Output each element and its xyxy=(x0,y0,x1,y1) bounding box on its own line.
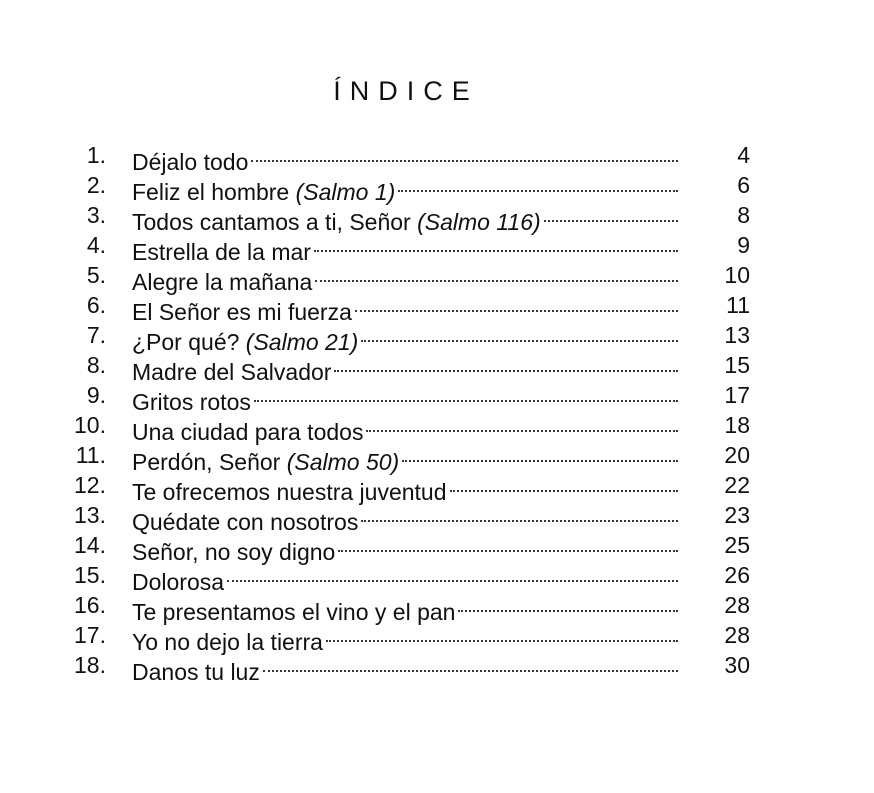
dot-leader xyxy=(402,440,678,470)
toc-entry xyxy=(0,470,874,505)
entry-number: 10. xyxy=(74,412,106,438)
entry-title-text: Danos tu luz xyxy=(132,659,260,685)
dot-leader xyxy=(251,140,678,170)
entry-title-text: Todos cantamos a ti, Señor xyxy=(132,209,418,235)
entry-number: 1. xyxy=(86,142,106,168)
entry-number: 16. xyxy=(74,592,106,618)
entry-title-text: Perdón, Señor xyxy=(132,449,287,475)
toc-entry xyxy=(0,230,874,265)
dot-leader xyxy=(544,200,678,230)
entry-number: 13. xyxy=(74,502,106,528)
dot-leader xyxy=(458,590,678,620)
entry-number: 3. xyxy=(86,202,106,228)
entry-number: 14. xyxy=(74,532,106,558)
entry-number: 15. xyxy=(74,562,106,588)
dot-leader xyxy=(361,500,678,530)
toc-entry xyxy=(0,560,874,595)
dot-leader xyxy=(398,170,678,200)
page-number: 17 xyxy=(724,382,750,408)
dot-leader xyxy=(338,530,678,560)
entry-title-text: Gritos rotos xyxy=(132,389,251,415)
entry-title xyxy=(132,657,260,687)
dot-leader xyxy=(361,320,678,350)
entry-psalm-note: (Salmo 116) xyxy=(417,209,541,235)
page-number: 25 xyxy=(724,532,750,558)
entry-number: 17. xyxy=(74,622,106,648)
toc-entry xyxy=(0,500,874,535)
entry-number: 8. xyxy=(86,352,106,378)
entry-number: 18. xyxy=(74,652,106,678)
dot-leader xyxy=(254,380,678,410)
toc-entry xyxy=(0,260,874,295)
page-number: 13 xyxy=(724,322,750,348)
dot-leader xyxy=(450,470,678,500)
dot-leader xyxy=(315,260,678,290)
entry-number: 12. xyxy=(74,472,106,498)
dot-leader xyxy=(334,350,678,380)
entry-title-text: Te ofrecemos nuestra juventud xyxy=(132,479,447,505)
entry-title-text: ¿Por qué? xyxy=(132,329,246,355)
entry-number: 7. xyxy=(86,322,106,348)
dot-leader xyxy=(326,620,678,650)
table-of-contents xyxy=(0,140,874,685)
entry-title-text: Una ciudad para todos xyxy=(132,419,364,445)
page-number: 26 xyxy=(724,562,750,588)
page-number: 23 xyxy=(724,502,750,528)
toc-entry xyxy=(0,170,874,205)
toc-entry xyxy=(0,200,874,235)
page-number: 9 xyxy=(737,232,750,258)
page-number: 20 xyxy=(724,442,750,468)
entry-number: 6. xyxy=(86,292,106,318)
entry-line xyxy=(132,650,678,687)
page-number: 15 xyxy=(724,352,750,378)
entry-title-text: Madre del Salvador xyxy=(132,359,332,385)
entry-title-text: Señor, no soy digno xyxy=(132,539,336,565)
page-number: 8 xyxy=(737,202,750,228)
toc-entry xyxy=(0,320,874,355)
entry-title-text: Déjalo todo xyxy=(132,149,249,175)
toc-entry xyxy=(0,530,874,565)
entry-title-text: Feliz el hombre xyxy=(132,179,296,205)
toc-entry xyxy=(0,590,874,625)
page-number: 10 xyxy=(724,262,750,288)
entry-number: 2. xyxy=(86,172,106,198)
entry-title-text: Estrella de la mar xyxy=(132,239,311,265)
dot-leader xyxy=(314,230,678,260)
entry-number: 5. xyxy=(86,262,106,288)
entry-title-text: Dolorosa xyxy=(132,569,225,595)
toc-entry xyxy=(0,620,874,655)
entry-title-text: Alegre la mañana xyxy=(132,269,313,295)
entry-psalm-note: (Salmo 1) xyxy=(295,179,396,205)
entry-title-text: Quédate con nosotros xyxy=(132,509,359,535)
toc-entry xyxy=(0,290,874,325)
page-number: 28 xyxy=(724,592,750,618)
page-number: 4 xyxy=(737,142,750,168)
page-number: 30 xyxy=(724,652,750,678)
dot-leader xyxy=(366,410,678,440)
entry-number: 4. xyxy=(86,232,106,258)
entry-number: 9. xyxy=(86,382,106,408)
page-number: 11 xyxy=(726,292,750,318)
page-number: 18 xyxy=(724,412,750,438)
toc-entry xyxy=(0,380,874,415)
toc-entry xyxy=(0,650,874,685)
toc-entry xyxy=(0,440,874,475)
page-number: 6 xyxy=(737,172,750,198)
entry-title-text: El Señor es mi fuerza xyxy=(132,299,352,325)
entry-title-text: Te presentamos el vino y el pan xyxy=(132,599,456,625)
index-title: ÍNDICE xyxy=(333,76,479,106)
dot-leader xyxy=(227,560,678,590)
entry-psalm-note: (Salmo 50) xyxy=(286,449,400,475)
toc-entry xyxy=(0,410,874,445)
toc-entry xyxy=(0,140,874,175)
dot-leader xyxy=(263,650,678,680)
dot-leader xyxy=(355,290,678,320)
entry-number: 11. xyxy=(75,442,106,468)
entry-psalm-note: (Salmo 21) xyxy=(245,329,359,355)
toc-entry xyxy=(0,350,874,385)
entry-title-text: Yo no dejo la tierra xyxy=(132,629,323,655)
page-number: 22 xyxy=(724,472,750,498)
page-number: 28 xyxy=(724,622,750,648)
